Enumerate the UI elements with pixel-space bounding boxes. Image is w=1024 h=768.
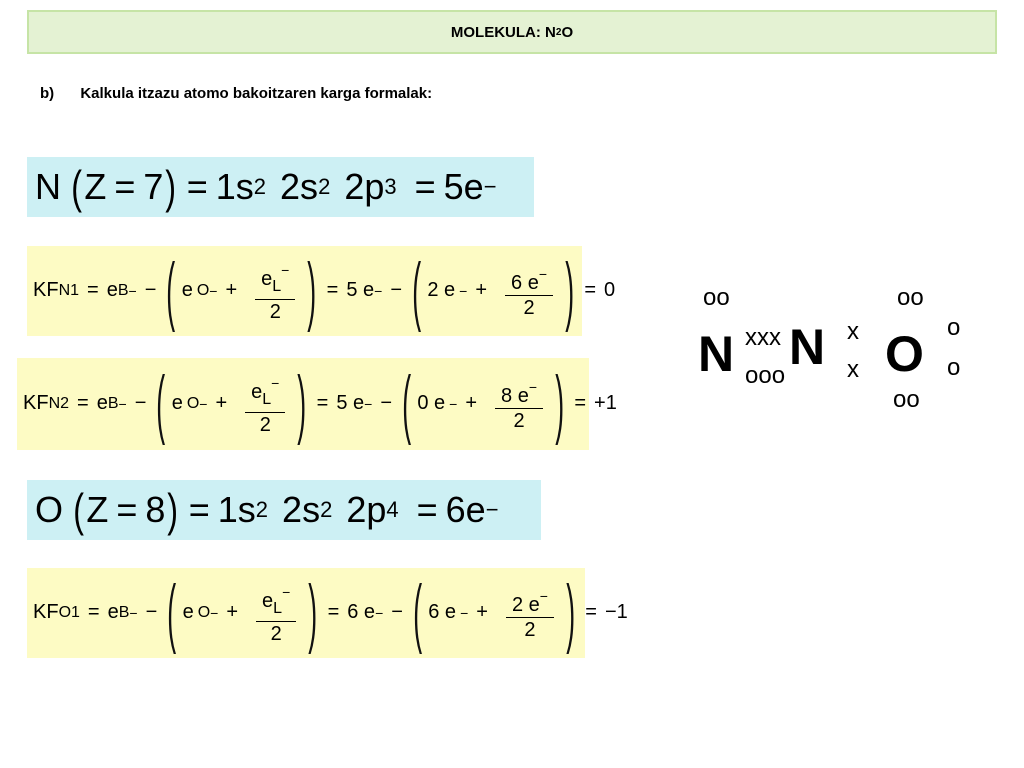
question-label: b): [40, 85, 55, 102]
fraction-bonding: [506, 584, 554, 642]
kf-n2-equation: KF N2 = e B − − ( e O − + $\frac{e_L^-}{2}$ ) = 5 e − − ( 0 e − + $\frac{8 e^-}{2}$ ) = +1: [17, 358, 589, 450]
frac-num: e: [262, 589, 274, 612]
valence-electrons: 5e: [443, 166, 484, 207]
frac-num-sup: −: [271, 374, 280, 391]
eb-sup: −: [118, 395, 127, 412]
frac2-num-sup: −: [538, 265, 548, 282]
z-label: Z: [84, 166, 107, 207]
valence-electrons-sup: −: [485, 497, 499, 522]
eo-sup: −: [210, 604, 219, 621]
orbital-2s: 2s: [282, 489, 321, 530]
n2-lone-pair: oo: [897, 284, 924, 311]
value-2: 0 e: [417, 392, 446, 415]
title-tail: O: [561, 23, 574, 41]
triple-bond-bottom: ooo: [745, 362, 786, 389]
fraction-bonding: [505, 262, 553, 320]
orbital-1s-exp: 2: [255, 497, 269, 522]
eb-term: e: [96, 392, 108, 415]
nitrogen-2: N: [789, 319, 826, 375]
value-2: 6 e: [428, 601, 457, 624]
frac-num-sub: L: [273, 599, 283, 617]
eb-term: e: [106, 279, 118, 302]
orbital-2p-exp: 4: [386, 497, 399, 522]
frac-num: e: [261, 267, 273, 290]
n1-lone-pair: oo: [703, 284, 730, 311]
value-1: 5 e: [346, 279, 375, 302]
eb-sub: B: [118, 603, 130, 621]
value-1-sup: −: [364, 395, 373, 412]
oxygen: O: [885, 326, 924, 382]
eo-sub: O: [196, 281, 210, 299]
question-text: Kalkula itzazu atomo bakoitzaren karga formalak:: [80, 85, 433, 102]
frac-den: 2: [259, 413, 271, 436]
eo-term: e: [181, 279, 193, 302]
valence-electrons: 6e: [445, 489, 486, 530]
value-2-sup: −: [460, 604, 469, 621]
eb-sub: B: [117, 281, 129, 299]
fraction-el: [256, 580, 296, 646]
kf-label: KF: [23, 392, 49, 415]
value-1-sup: −: [374, 282, 383, 299]
eb-sup: −: [128, 282, 137, 299]
orbital-2p: 2p: [344, 166, 385, 207]
orbital-2s-exp: 2: [318, 174, 331, 199]
element-symbol: O: [35, 489, 64, 530]
value-1: 6 e: [347, 601, 376, 624]
orbital-2s: 2s: [280, 166, 319, 207]
o-electron-config: O ( Z = 8 ) = 1s 2 2s 2 2p 4 = 6e −: [27, 480, 541, 540]
kf-label: KF: [33, 601, 59, 624]
kf-label-sub: N2: [48, 394, 70, 412]
frac-den: 2: [269, 300, 281, 323]
frac-num-sub: L: [262, 390, 272, 408]
orbital-1s: 1s: [215, 166, 254, 207]
kf-n1-equation: KF N1 = e B − − ( e O − + $\frac{e_L^-}{2}$ ) = 5 e − − ( 2 e − + $\frac{6 e^-}{2}$ ) = 0: [27, 246, 582, 336]
orbital-2p: 2p: [346, 489, 387, 530]
fraction-bonding: [495, 375, 543, 433]
value-2-sup: −: [449, 395, 458, 412]
question: [40, 85, 432, 102]
title-subscript: 2: [555, 26, 562, 38]
element-symbol: N: [35, 166, 61, 207]
title-main: MOLEKULA: N: [450, 23, 556, 41]
fraction-el: [255, 258, 295, 324]
eb-sup: −: [129, 604, 138, 621]
frac2-num-sup: −: [539, 587, 548, 604]
kf-label: KF: [33, 279, 59, 302]
o-right-bottom-electron: o: [947, 354, 961, 381]
frac2-num-sup: −: [528, 378, 538, 395]
o-right-top-electron: o: [947, 314, 961, 341]
eo-sup: −: [209, 282, 218, 299]
page-title: [27, 10, 997, 54]
frac-num-sup: −: [282, 583, 291, 600]
frac2-num: 6 e: [511, 271, 539, 294]
frac2-num: 2 e: [511, 593, 540, 616]
kf-result: 0: [604, 279, 616, 302]
value-2: 2 e: [427, 279, 456, 302]
kf-o1-equation: KF O1 = e B − − ( e O − + $\frac{e_L^-}{2}$ ) = 6 e − − ( 6 e − + $\frac{2 e^-}{2}$ ) = −1: [27, 568, 585, 658]
z-value: 7: [143, 166, 164, 207]
frac-num-sup: −: [281, 261, 290, 278]
z-value: 8: [145, 489, 166, 530]
n-o-bond-top: x: [847, 318, 859, 345]
value-1-sup: −: [375, 604, 384, 621]
n-o-bond-bottom: x: [847, 356, 859, 383]
frac2-den: 2: [523, 296, 535, 319]
frac-num: e: [251, 380, 263, 403]
lewis-structure: [695, 280, 975, 430]
orbital-1s-exp: 2: [253, 174, 267, 199]
kf-result: −1: [604, 601, 628, 624]
fraction-el: [245, 371, 285, 437]
eb-sub: B: [107, 394, 119, 412]
frac2-num: 8 e: [501, 384, 529, 407]
triple-bond-top: xxx: [745, 324, 781, 351]
eo-sub: O: [197, 603, 211, 621]
n-electron-config: N ( Z = 7 ) = 1s 2 2s 2 2p 3 = 5e −: [27, 157, 534, 217]
orbital-2s-exp: 2: [320, 497, 333, 522]
frac2-den: 2: [513, 409, 525, 432]
nitrogen-1: N: [698, 326, 735, 382]
eo-term: e: [182, 601, 194, 624]
valence-electrons-sup: −: [483, 174, 497, 199]
orbital-1s: 1s: [217, 489, 256, 530]
value-1: 5 e: [336, 392, 365, 415]
frac-num-sub: L: [272, 277, 282, 295]
value-2-sup: −: [459, 282, 468, 299]
kf-label-sub: N1: [58, 281, 80, 299]
o-bottom-lone-pair: oo: [893, 386, 920, 413]
orbital-2p-exp: 3: [384, 174, 397, 199]
kf-result: +1: [594, 392, 617, 415]
kf-label-sub: O1: [58, 603, 80, 621]
eb-term: e: [107, 601, 119, 624]
eo-term: e: [171, 392, 183, 415]
eo-sub: O: [186, 394, 200, 412]
frac2-den: 2: [524, 618, 536, 641]
eo-sup: −: [199, 395, 208, 412]
z-label: Z: [86, 489, 109, 530]
frac-den: 2: [270, 622, 282, 645]
